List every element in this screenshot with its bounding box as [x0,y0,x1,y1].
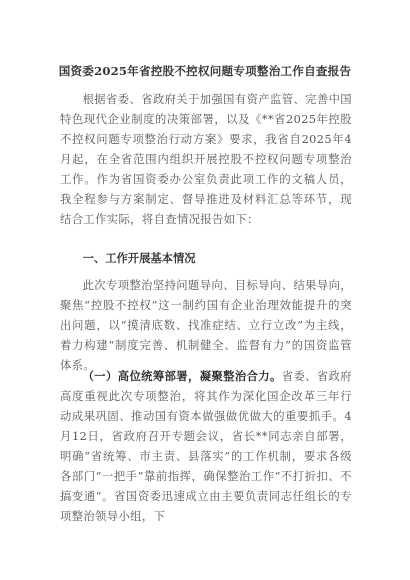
subsection-1-lead: （一）高位统筹部署，凝聚整治合力。 [82,369,282,383]
document-title: 国资委2025年省控股不控权问题专项整治工作自查报告 [58,64,352,78]
section-1-paragraph: 此次专项整治坚持问题导向、目标导向、结果导向，聚焦“控股不控权”这一制约国有企业治理效能提升的突出问题，以“摸清底数、找准症结、立行立改”为主线，着力构建“制度完善、机制健全、监督有力”的国资监管体系。 [60,279,352,372]
section-heading-1: 一、工作开展基本情况 [82,251,196,265]
intro-paragraph: 根据省委、省政府关于加强国有资产监管、完善中国特色现代企业制度的决策部署，以及《**省2025年控股不控权问题专项整治行动方案》要求，我省自2025年4月起，在全省范围内组织开展控股不控权问题专项整治工作。作为省国资委办公室负责此项工作的文稿人员，我全程参与方案制定、督导推进及材料汇总等环节，现结合工作实际，将自查情况报告如下： [60,93,352,226]
subsection-1-paragraph [60,366,352,527]
subsection-1-body: 省委、省政府高度重视此次专项整治，将其作为深化国企改革三年行动成果巩固、推动国有资本做强做优做大的重要抓手。4月12日，省政府召开专题会议，省长**同志亲自部署，明确“省统筹、市主责、县落实”的工作机制，要求各级各部门“一把手”靠前指挥，确保整治工作“不打折扣、不搞变通”。省国资委迅速成立由主要负责同志任组长的专项整治领导小组，下 [60,370,352,523]
